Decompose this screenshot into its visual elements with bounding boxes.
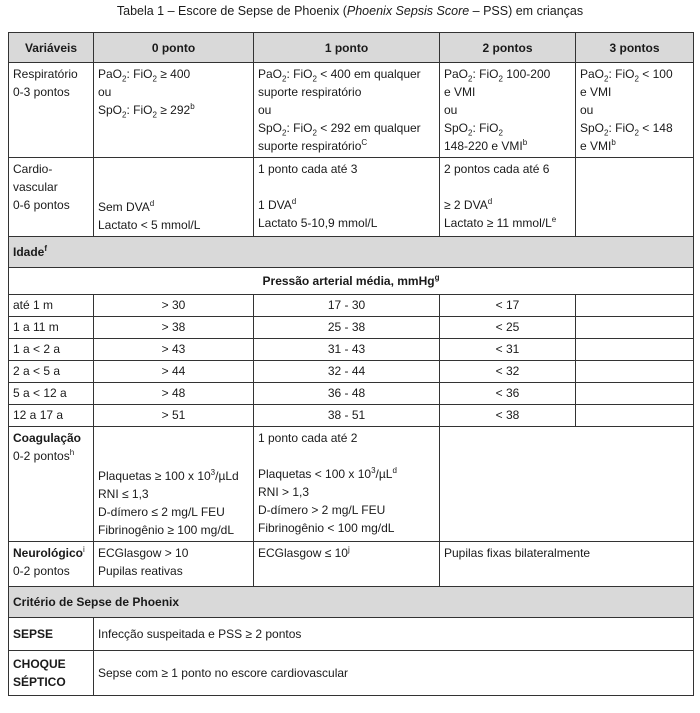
age-0-ponto: > 48 [94,383,254,405]
age-1-ponto: 32 - 44 [254,361,440,383]
age-3-pontos [576,339,694,361]
choque-row [9,651,694,696]
neurological-2: Pupilas fixas bilateralmente [440,542,694,587]
table-row [9,317,694,339]
table-row [9,405,694,427]
neurological-1: ECGlasgow ≤ $10^j$ [254,542,440,587]
neurological-label: Neurológico$^i$ 0-2 pontos [9,542,94,587]
age-2-pontos: < 32 [440,361,576,383]
age-label: 1 a 11 m [9,317,94,339]
cardiovascular-0: Sem DVA$^d$ Lactato < 5 mmol/L [94,158,254,237]
age-1-ponto: 38 - 51 [254,405,440,427]
age-2-pontos: < 38 [440,405,576,427]
cardiovascular-label: Cardio- vascular 0-6 pontos [9,158,94,237]
criterio-label: Critério de Sepse de Phoenix [9,587,694,618]
age-1-ponto: 17 - 30 [254,295,440,317]
age-3-pontos [576,405,694,427]
age-label: 12 a 17 a [9,405,94,427]
coagulation-0: Plaquetas ≥ 100 x $10^3$/µLd RNI ≤ 1,3 D-dímero ≤ 2 mg/L FEU Fibrinogênio ≥ 100 mg/dL [94,427,254,542]
header-2-pontos: 2 pontos [440,33,576,63]
age-3-pontos [576,295,694,317]
age-3-pontos [576,361,694,383]
age-1-ponto: 25 - 38 [254,317,440,339]
respiratory-3: PaO$_2$: FiO$_2$ < 100 e VMI ou SpO$_2$: FiO$_2$ < 148 e VMI$^b$ [576,63,694,158]
age-0-ponto: > 51 [94,405,254,427]
sepse-label: SEPSE [9,618,94,651]
header-variaveis: Variáveis [9,33,94,63]
header-0-ponto: 0 ponto [94,33,254,63]
age-1-ponto: 36 - 48 [254,383,440,405]
cardiovascular-1: 1 ponto cada até 3 1 DVA$^d$ Lactato 5-10,9 mmol/L [254,158,440,237]
age-label: 5 a < 12 a [9,383,94,405]
age-2-pontos: < 36 [440,383,576,405]
age-3-pontos [576,383,694,405]
sepse-row [9,618,694,651]
header-3-pontos: 3 pontos [576,33,694,63]
age-3-pontos [576,317,694,339]
criterio-row [9,587,694,618]
respiratory-label: Respiratório 0-3 pontos [9,63,94,158]
age-2-pontos: < 17 [440,295,576,317]
coagulation-label: Coagulação 0-2 pontos$^h$ [9,427,94,542]
age-0-ponto: > 30 [94,295,254,317]
age-1-ponto: 31 - 43 [254,339,440,361]
neurological-row [9,542,694,587]
table-caption: Tabela 1 – Escore de Sepse de Phoenix (Phoenix Sepsis Score – PSS) em crianças [116,4,584,18]
age-label: 2 a < 5 a [9,361,94,383]
respiratory-row [9,63,694,158]
coagulation-1: 1 ponto cada até 2 Plaquetas < 100 x $10^3/\mu L^d$ RNI > 1,3 D-dímero > 2 mg/L FEU Fibrinogênio < 100 mg/dL [254,427,440,542]
choque-label: CHOQUE SÉPTICO [9,651,94,696]
age-0-ponto: > 38 [94,317,254,339]
sepse-text: Infecção suspeitada e PSS ≥ 2 pontos [94,618,694,651]
respiratory-0: PaO$_2$: FiO$_2$ ≥ 400 ou SpO$_2$: $FiO_2 \ge 292^b$ [94,63,254,158]
coagulation-2-3 [440,427,694,542]
table-row [9,361,694,383]
age-label: até 1 m [9,295,94,317]
phoenix-sepsis-table [8,32,694,696]
idade-row [9,237,694,268]
cardiovascular-row [9,158,694,237]
table-row [9,383,694,405]
coagulation-row [9,427,694,542]
cardiovascular-3 [576,158,694,237]
age-2-pontos: < 25 [440,317,576,339]
idade-label: Idade$^f$ [9,237,694,268]
pam-row [9,268,694,295]
respiratory-1: PaO$_2$: FiO$_2$ < 400 em qualquer suporte respiratório ou SpO$_2$: FiO$_2$ < 292 em qualquer suporte respiratório$^C$ [254,63,440,158]
age-0-ponto: > 43 [94,339,254,361]
choque-text: Sepse com ≥ 1 ponto no escore cardiovascular [94,651,694,696]
table-row [9,339,694,361]
age-label: 1 a < 2 a [9,339,94,361]
neurological-0: ECGlasgow > 10 Pupilas reativas [94,542,254,587]
header-1-ponto: 1 ponto [254,33,440,63]
header-row [9,33,694,63]
pam-label: Pressão arterial média, mmHg$^g$ [9,268,694,295]
cardiovascular-2: 2 pontos cada até 6 ≥ 2 DVA$^d$ Lactato ≥ 11 mmol/Le [440,158,576,237]
age-0-ponto: > 44 [94,361,254,383]
respiratory-2: PaO$_2$: FiO$_2$ 100-200 e VMI ou SpO$_2$: FiO$_2$ 148-220 e VMI$^b$ [440,63,576,158]
age-2-pontos: < 31 [440,339,576,361]
table-row [9,295,694,317]
